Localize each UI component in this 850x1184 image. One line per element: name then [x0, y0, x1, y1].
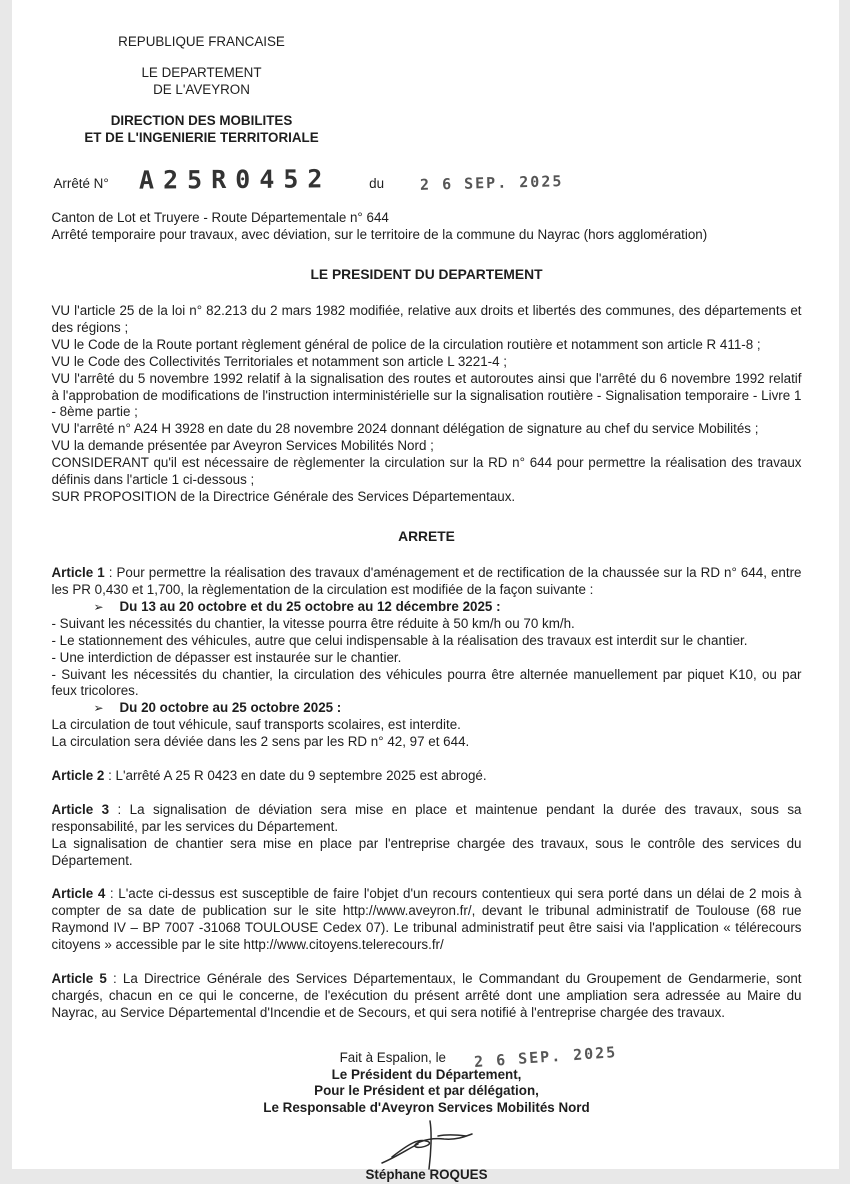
preamble-clause: VU la demande présentée par Aveyron Services Mobilités Nord ; — [52, 438, 802, 455]
arrete-number-stamp: A25R0452 — [139, 164, 332, 197]
article-3-label: Article 3 — [52, 802, 110, 817]
subject-line-1: Canton de Lot et Truyere - Route Départementale n° 644 — [52, 210, 802, 227]
preamble-block — [52, 303, 802, 506]
article-5-label: Article 5 — [52, 971, 107, 986]
article-4 — [52, 886, 802, 954]
arrow-bullet-icon: ➢ — [94, 600, 120, 615]
subject-block — [52, 210, 802, 244]
preamble-clause: VU le Code de la Route portant règlement général de police de la circulation routière et notamment son article R 411-8 ; — [52, 337, 802, 354]
article-3-text-2: La signalisation de chantier sera mise en place par l'entreprise chargée des travaux, sous le contrôle des services du Département. — [52, 836, 802, 870]
signature-title-line-1: Le Président du Département, — [52, 1067, 802, 1084]
article-5-text: : La Directrice Générale des Services Départementaux, le Commandant du Groupement de Gendarmerie, sont chargés, chacun en ce qui le concerne, de l'exécution du présent arrêté dont une ampliation sera adressée au Maire du Nayrac, au Service Départemental d'Incendie et de Secours, et qui sera notifié à l'entreprise chargée des travaux. — [52, 971, 802, 1020]
article-1-label: Article 1 — [52, 565, 105, 580]
preamble-clause: VU l'arrêté n° A24 H 3928 en date du 28 novembre 2024 donnant délégation de signature au chef du service Mobilités ; — [52, 421, 802, 438]
signature-date-stamp: 2 6 SEP. 2025 — [474, 1043, 618, 1072]
article-2 — [52, 768, 802, 785]
article-2-text: : L'arrêté A 25 R 0423 en date du 9 septembre 2025 est abrogé. — [104, 768, 486, 783]
article-1-period-1-items — [52, 616, 802, 700]
period-1-heading-text: Du 13 au 20 octobre et du 25 octobre au 12 décembre 2025 : — [120, 599, 501, 614]
republique-line: REPUBLIQUE FRANCAISE — [52, 34, 352, 51]
preamble-clause: VU l'arrêté du 5 novembre 1992 relatif à la signalisation des routes et autoroutes ainsi que l'arrêté du 6 novembre 1992 relatif à l'approbation de modifications de l'instruction interministérielle sur la signalisation routière - Signalisation temporaire - Livre 1 - 8ème partie ; — [52, 371, 802, 422]
article-5 — [52, 971, 802, 1022]
article-1-period-2-items — [52, 717, 802, 751]
reference-line — [54, 164, 802, 196]
arrete-date-stamp: 2 6 SEP. 2025 — [420, 173, 564, 196]
article-1 — [52, 565, 802, 751]
fait-a-line — [104, 1048, 850, 1067]
preamble-clause: VU le Code des Collectivités Territoriales et notamment son article L 3221-4 ; — [52, 354, 802, 371]
president-heading: LE PRESIDENT DU DEPARTEMENT — [52, 266, 802, 283]
article-1-intro — [52, 565, 802, 599]
period-2-item: La circulation sera déviée dans les 2 sens par les RD n° 42, 97 et 644. — [52, 734, 802, 751]
signature-block — [52, 1048, 802, 1184]
period-1-item: - Suivant les nécessités du chantier, la vitesse pourra être réduite à 50 km/h ou 70 km/h. — [52, 616, 802, 633]
arrow-bullet-icon: ➢ — [94, 701, 120, 716]
arrete-document-page — [12, 0, 839, 1169]
preamble-clause: SUR PROPOSITION de la Directrice Générale des Services Départementaux. — [52, 489, 802, 506]
arrete-heading: ARRETE — [52, 528, 802, 545]
signatory-name: Stéphane ROQUES — [52, 1167, 802, 1184]
preamble-clause: VU l'article 25 de la loi n° 82.213 du 2 mars 1982 modifiée, relative aux droits et libertés des communes, des départements et des régions ; — [52, 303, 802, 337]
handwritten-signature-icon — [52, 1119, 802, 1171]
article-4-text: : L'acte ci-dessus est susceptible de faire l'objet d'un recours contentieux qui sera porté dans un délai de 2 mois à compter de sa date de publication sur le site http://www.aveyron.fr/, devant le tribunal administratif de Toulouse (68 rue Raymond IV – BP 7007 -31068 TOULOUSE Cedex 07). Le tribunal administratif peut être saisi via l'application « télérecours citoyens » accessible par le site http://www.citoyens.telerecours.fr/ — [52, 886, 802, 952]
period-1-item: - Une interdiction de dépasser est instaurée sur le chantier. — [52, 650, 802, 667]
letterhead — [52, 34, 352, 146]
article-3-text: : La signalisation de déviation sera mise en place et maintenue pendant la durée des travaux, sous sa responsabilité, par les services du Département. — [52, 802, 802, 834]
article-1-period-1-heading — [52, 599, 802, 616]
article-1-text: : Pour permettre la réalisation des travaux d'aménagement et de rectification de la chaussée sur la RD n° 644, entre les PR 0,430 et 1,700, la règlementation de la circulation est modifiée de la façon suivante : — [52, 565, 802, 597]
signature-title-line-3: Le Responsable d'Aveyron Services Mobilités Nord — [52, 1100, 802, 1117]
period-1-item: - Suivant les nécessités du chantier, la circulation des véhicules pourra être alternée manuellement par piquet K10, ou par feux tricolores. — [52, 667, 802, 701]
article-2-label: Article 2 — [52, 768, 105, 783]
article-4-label: Article 4 — [52, 886, 106, 901]
period-2-heading-text: Du 20 octobre au 25 octobre 2025 : — [120, 700, 342, 715]
article-3 — [52, 802, 802, 870]
fait-a-text: Fait à Espalion, le — [340, 1050, 446, 1067]
period-1-item: - Le stationnement des véhicules, autre que celui indispensable à la réalisation des travaux est interdit sur le chantier. — [52, 633, 802, 650]
subject-line-2: Arrêté temporaire pour travaux, avec déviation, sur le territoire de la commune du Nayrac (hors agglomération) — [52, 227, 802, 244]
direction-line-2: ET DE L'INGENIERIE TERRITORIALE — [52, 130, 352, 147]
departement-line-2: DE L'AVEYRON — [52, 82, 352, 99]
arrete-number-label: Arrêté N° — [54, 176, 109, 193]
du-label: du — [369, 176, 384, 193]
signature-title-line-2: Pour le Président et par délégation, — [52, 1083, 802, 1100]
preamble-clause: CONSIDERANT qu'il est nécessaire de règlementer la circulation sur la RD n° 644 pour permettre la réalisation des travaux définis dans l'article 1 ci-dessous ; — [52, 455, 802, 489]
article-1-period-2-heading — [52, 700, 802, 717]
direction-line-1: DIRECTION DES MOBILITES — [52, 113, 352, 130]
departement-line-1: LE DEPARTEMENT — [52, 65, 352, 82]
period-2-item: La circulation de tout véhicule, sauf transports scolaires, est interdite. — [52, 717, 802, 734]
